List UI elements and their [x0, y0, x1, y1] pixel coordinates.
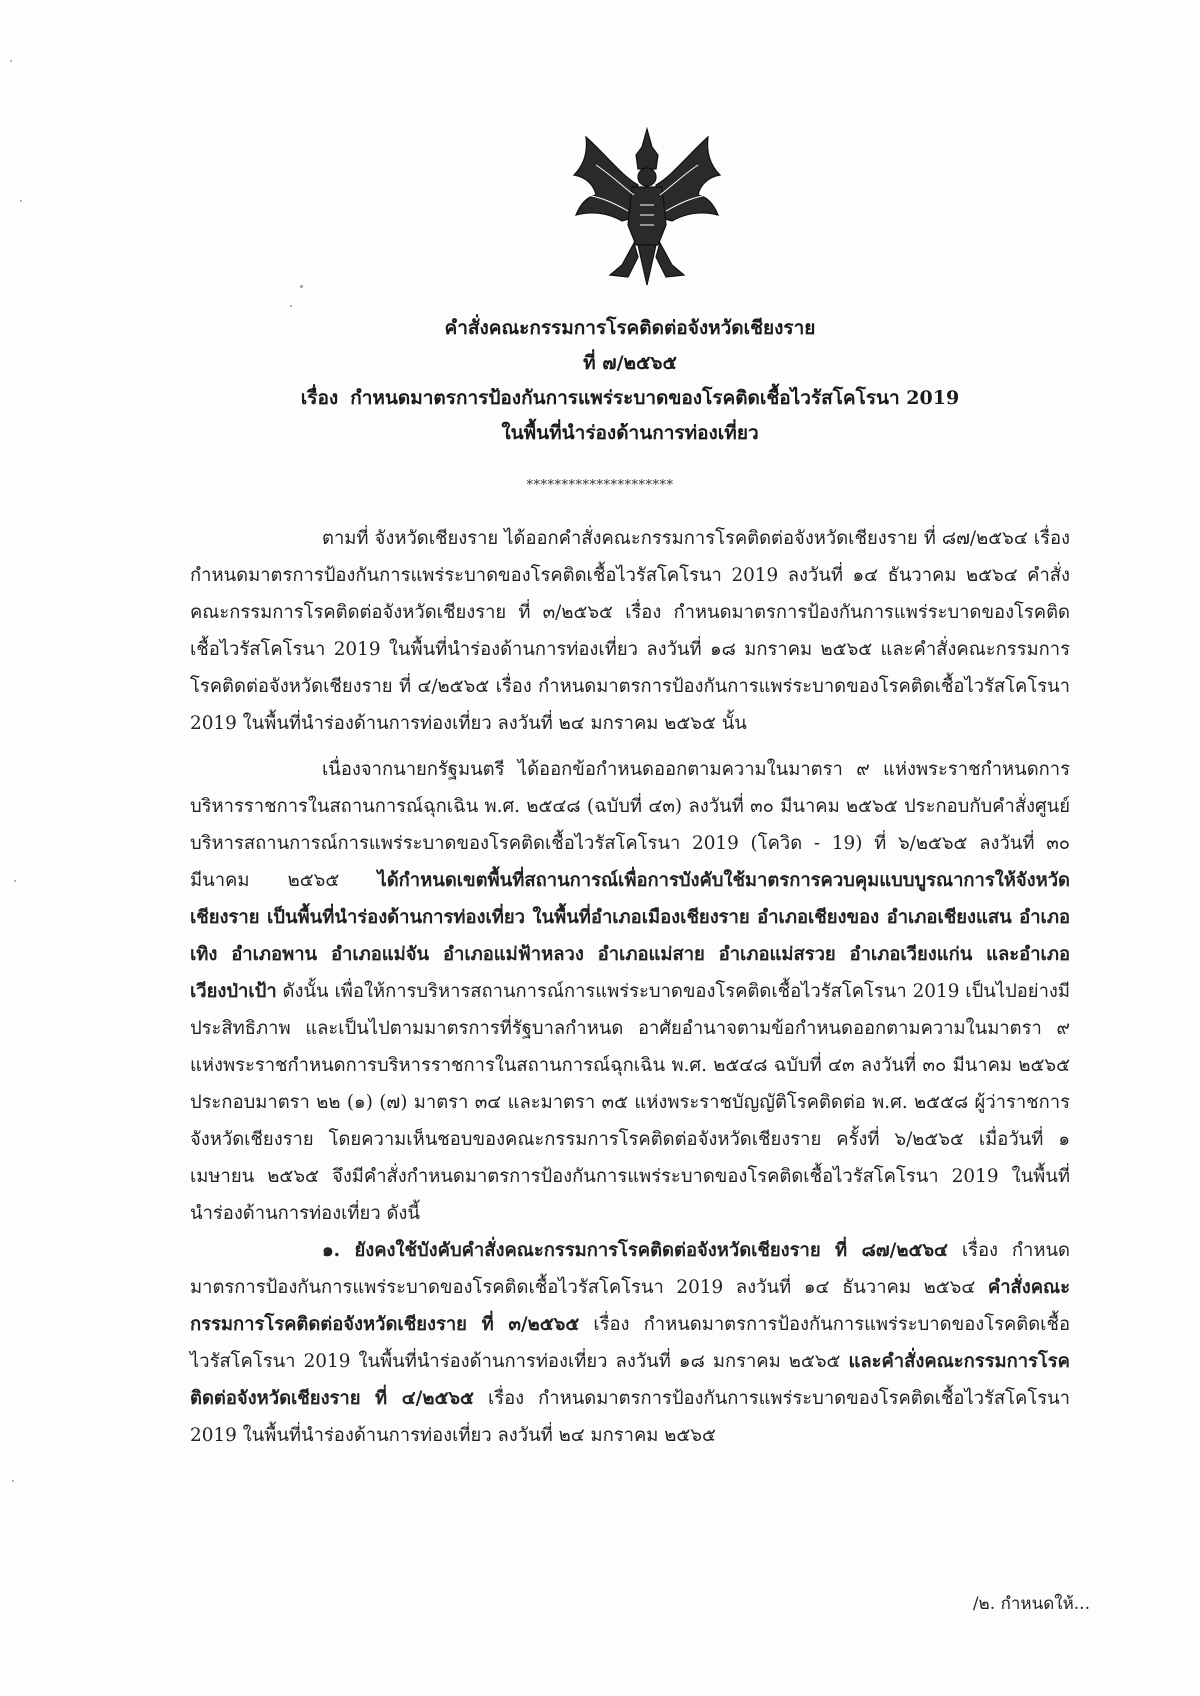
scan-speck	[300, 285, 303, 288]
paragraph-2-bold: ได้กำหนดเขตพื้นที่สถานการณ์เพื่อการบังคับใช้มาตรการควบคุมแบบบูรณาการให้จังหวัดเชียงราย เป็นพื้นที่นำร่องด้านการท่องเที่ยว ในพื้นที่อำเภอเมืองเชียงราย อำเภอเชียงของ อำเภอเชียงแสน อำเภอเทิง อำเภอพาน อำเภอแม่จัน อำเภอแม่ฟ้าหลวง อำเภอแม่สาย อำเภอแม่สรวย อำเภอเวียงแก่น และอำเภอเวียงป่าเป้า	[190, 870, 1070, 1002]
item-1-bold: ๑. ยังคงใช้บังคับคำสั่งคณะกรรมการโรคติดต่อจังหวัดเชียงราย ที่ ๘๗/๒๕๖๔	[322, 1240, 948, 1261]
scan-speck	[20, 200, 22, 202]
order-subject	[180, 382, 1080, 415]
order-title: คำสั่งคณะกรรมการโรคติดต่อจังหวัดเชียงราย	[444, 317, 816, 339]
paragraph-2-text-c: ดังนั้น เพื่อให้การบริหารสถานการณ์การแพร่ระบาดของโรคติดเชื้อไวรัสโคโรนา 2019 เป็นไปอย่างมีประสิทธิภาพ และเป็นไปตามมาตรการที่รัฐบาลกำหนด อาศัยอำนาจตามข้อกำหนดออกตามความในมาตรา ๙ แห่งพระราชกำหนดการบริหารราชการในสถานการณ์ฉุกเฉิน พ.ศ. ๒๕๔๘ ฉบับที่ ๔๓ ลงวันที่ ๓๐ มีนาคม ๒๕๖๕ ประกอบมาตรา ๒๒ (๑) (๗) มาตรา ๓๔ และมาตรา ๓๕ แห่งพระราชบัญญัติโรคติดต่อ พ.ศ. ๒๕๕๘ ผู้ว่าราชการจังหวัดเชียงราย โดยความเห็นชอบของคณะกรรมการโรคติดต่อจังหวัดเชียงราย ครั้งที่ ๖/๒๕๖๕ เมื่อวันที่ ๑ เมษายน ๒๕๖๕ จึงมีคำสั่งกำหนดมาตรการป้องกันการแพร่ระบาดของโรคติดเชื้อไวรัสโคโรนา 2019 ในพื้นที่นำร่องด้านการท่องเที่ยว ดังนี้	[190, 981, 1070, 1224]
item-1-text-c: เรื่อง กำหนดมาตรการป้องกันการแพร่ระบาดของโรคติดเชื้อไวรัสโคโรนา 2019 ในพื้นที่นำร่องด้านการท่องเที่ยว ลงวันที่ ๒๔ มกราคม ๒๕๖๕	[190, 1388, 1070, 1446]
scan-speck	[10, 60, 12, 62]
item-1-bold-2: คำสั่งคณะกรรมการโรคติดต่อจังหวัดเชียงราย ที่ ๓/๒๕๖๕	[190, 1277, 1070, 1335]
scan-speck	[14, 880, 16, 882]
document-body	[190, 520, 1070, 1454]
paragraph-1: ตามที่ จังหวัดเชียงราย ได้ออกคำสั่งคณะกรรมการโรคติดต่อจังหวัดเชียงราย ที่ ๘๗/๒๕๖๔ เรื่อง กำหนดมาตรการป้องกันการแพร่ระบาดของโรคติดเชื้อไวรัสโคโรนา 2019 ลงวันที่ ๑๔ ธันวาคม ๒๕๖๔ คำสั่งคณะกรรมการโรคติดต่อจังหวัดเชียงราย ที่ ๓/๒๕๖๕ เรื่อง กำหนดมาตรการป้องกันการแพร่ระบาดของโรคติดเชื้อไวรัสโคโรนา 2019 ในพื้นที่นำร่องด้านการท่องเที่ยว ลงวันที่ ๑๘ มกราคม ๒๕๖๕ และคำสั่งคณะกรรมการโรคติดต่อจังหวัดเชียงราย ที่ ๔/๒๕๖๕ เรื่อง กำหนดมาตรการป้องกันการแพร่ระบาดของโรคติดเชื้อไวรัสโคโรนา 2019 ในพื้นที่นำร่องด้านการท่องเที่ยว ลงวันที่ ๒๔ มกราคม ๒๕๖๕ นั้น	[190, 528, 1070, 734]
garuda-emblem-icon	[566, 125, 728, 290]
scan-speck	[290, 305, 292, 307]
separator: *********************	[526, 478, 674, 493]
item-1	[190, 1232, 1070, 1454]
paragraph-2	[190, 751, 1070, 1232]
subject-line-1: กำหนดมาตรการป้องกันการแพร่ระบาดของโรคติดเชื้อไวรัสโคโรนา 2019	[350, 387, 960, 409]
item-1-text-a: เรื่อง กำหนดมาตรการป้องกันการแพร่ระบาดของโรคติดเชื้อไวรัสโคโรนา 2019 ลงวันที่ ๑๔ ธันวาคม ๒๕๖๔	[190, 1240, 1071, 1298]
order-number: ที่ ๗/๒๕๖๕	[583, 352, 677, 374]
subject-line-2: ในพื้นที่นำร่องด้านการท่องเที่ยว	[501, 422, 759, 444]
subject-label: เรื่อง	[300, 387, 339, 409]
continuation-note: /๒. กำหนดให้...	[972, 1594, 1090, 1614]
scan-speck	[12, 1480, 14, 1482]
item-1-text-b: เรื่อง กำหนดมาตรการป้องกันการแพร่ระบาดของโรคติดเชื้อไวรัสโคโรนา 2019 ในพื้นที่นำร่องด้านการท่องเที่ยว ลงวันที่ ๑๘ มกราคม ๒๕๖๕	[190, 1314, 1070, 1372]
paragraph-2-text-a: เนื่องจากนายกรัฐมนตรี ได้ออกข้อกำหนดออกตามความในมาตรา ๙ แห่งพระราชกำหนดการบริหารราชการในสถานการณ์ฉุกเฉิน พ.ศ. ๒๕๔๘ (ฉบับที่ ๔๓) ลงวันที่ ๓๐ มีนาคม ๒๕๖๕ ประกอบกับคำสั่งศูนย์บริหารสถานการณ์การแพร่ระบาดของโรคติดเชื้อไวรัสโคโรนา 2019 (โควิด - 19) ที่ ๖/๒๕๖๕ ลงวันที่ ๓๐ มีนาคม ๒๕๖๕	[190, 759, 1070, 891]
item-1-bold-3: และคำสั่งคณะกรรมการโรคติดต่อจังหวัดเชียงราย ที่ ๔/๒๕๖๕	[190, 1351, 1070, 1409]
